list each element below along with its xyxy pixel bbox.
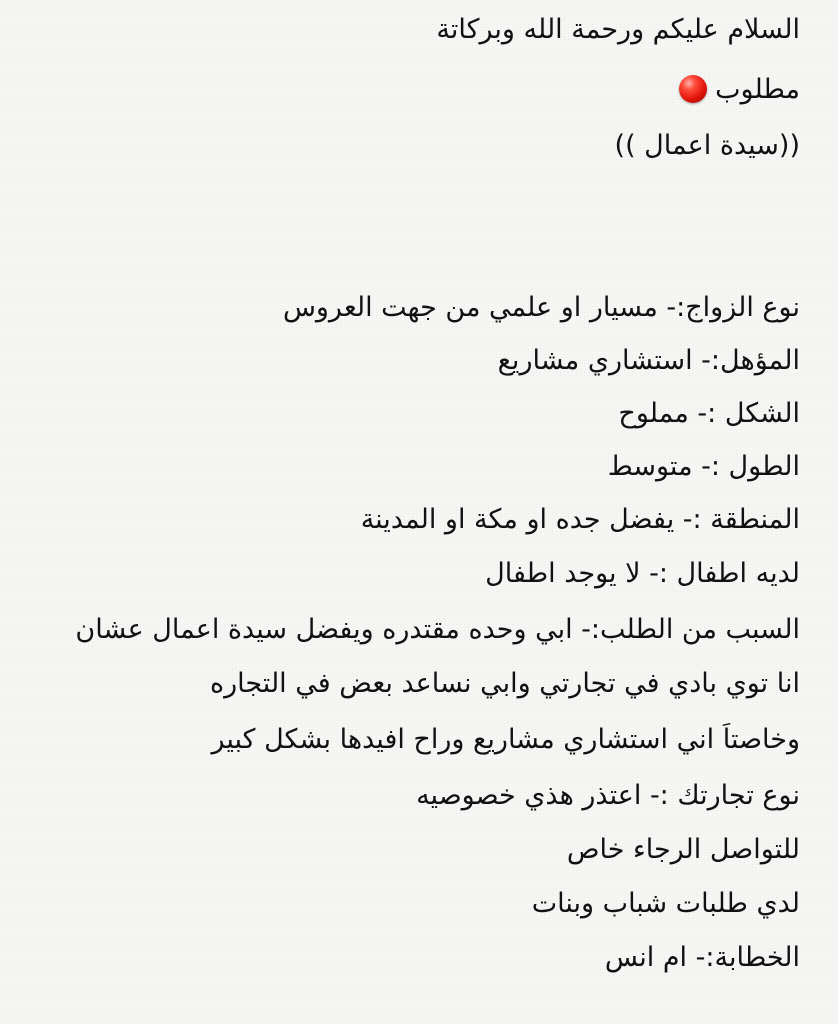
marriage-type-line: نوع الزواج:- مسيار او علمي من جهت العروس bbox=[282, 292, 800, 323]
qualification-line: المؤهل:- استشاري مشاريع bbox=[497, 345, 800, 376]
contact-line: للتواصل الرجاء خاص bbox=[566, 834, 800, 865]
wanted-label: مطلوب bbox=[715, 74, 800, 105]
reason-line-3: وخاصتاَ اني استشاري مشاريع وراح افيدها بشكل كبير bbox=[211, 724, 800, 755]
requests-line: لدي طلبات شباب وبنات bbox=[531, 888, 800, 919]
appearance-line: الشكل :- مملوح bbox=[618, 398, 800, 429]
reason-line-1: السبب من الطلب:- ابي وحده مقتدره ويفضل سيدة اعمال عشان bbox=[75, 614, 800, 645]
matchmaker-line: الخطابة:- ام انس bbox=[604, 942, 800, 973]
region-line: المنطقة :- يفضل جده او مكة او المدينة bbox=[360, 504, 800, 535]
business-type-line: نوع تجارتك :- اعتذر هذي خصوصيه bbox=[416, 780, 800, 811]
children-line: لديه اطفال :- لا يوجد اطفال bbox=[485, 558, 800, 589]
wanted-line bbox=[20, 70, 800, 110]
height-line: الطول :- متوسط bbox=[607, 451, 800, 482]
title-line: ((سيدة اعمال )) bbox=[614, 130, 800, 161]
greeting-line: السلام عليكم ورحمة الله وبركاتة bbox=[436, 14, 800, 45]
red-circle-icon bbox=[679, 75, 707, 103]
reason-line-2: انا توي بادي في تجارتي وابي نساعد بعض في التجاره bbox=[209, 668, 800, 699]
